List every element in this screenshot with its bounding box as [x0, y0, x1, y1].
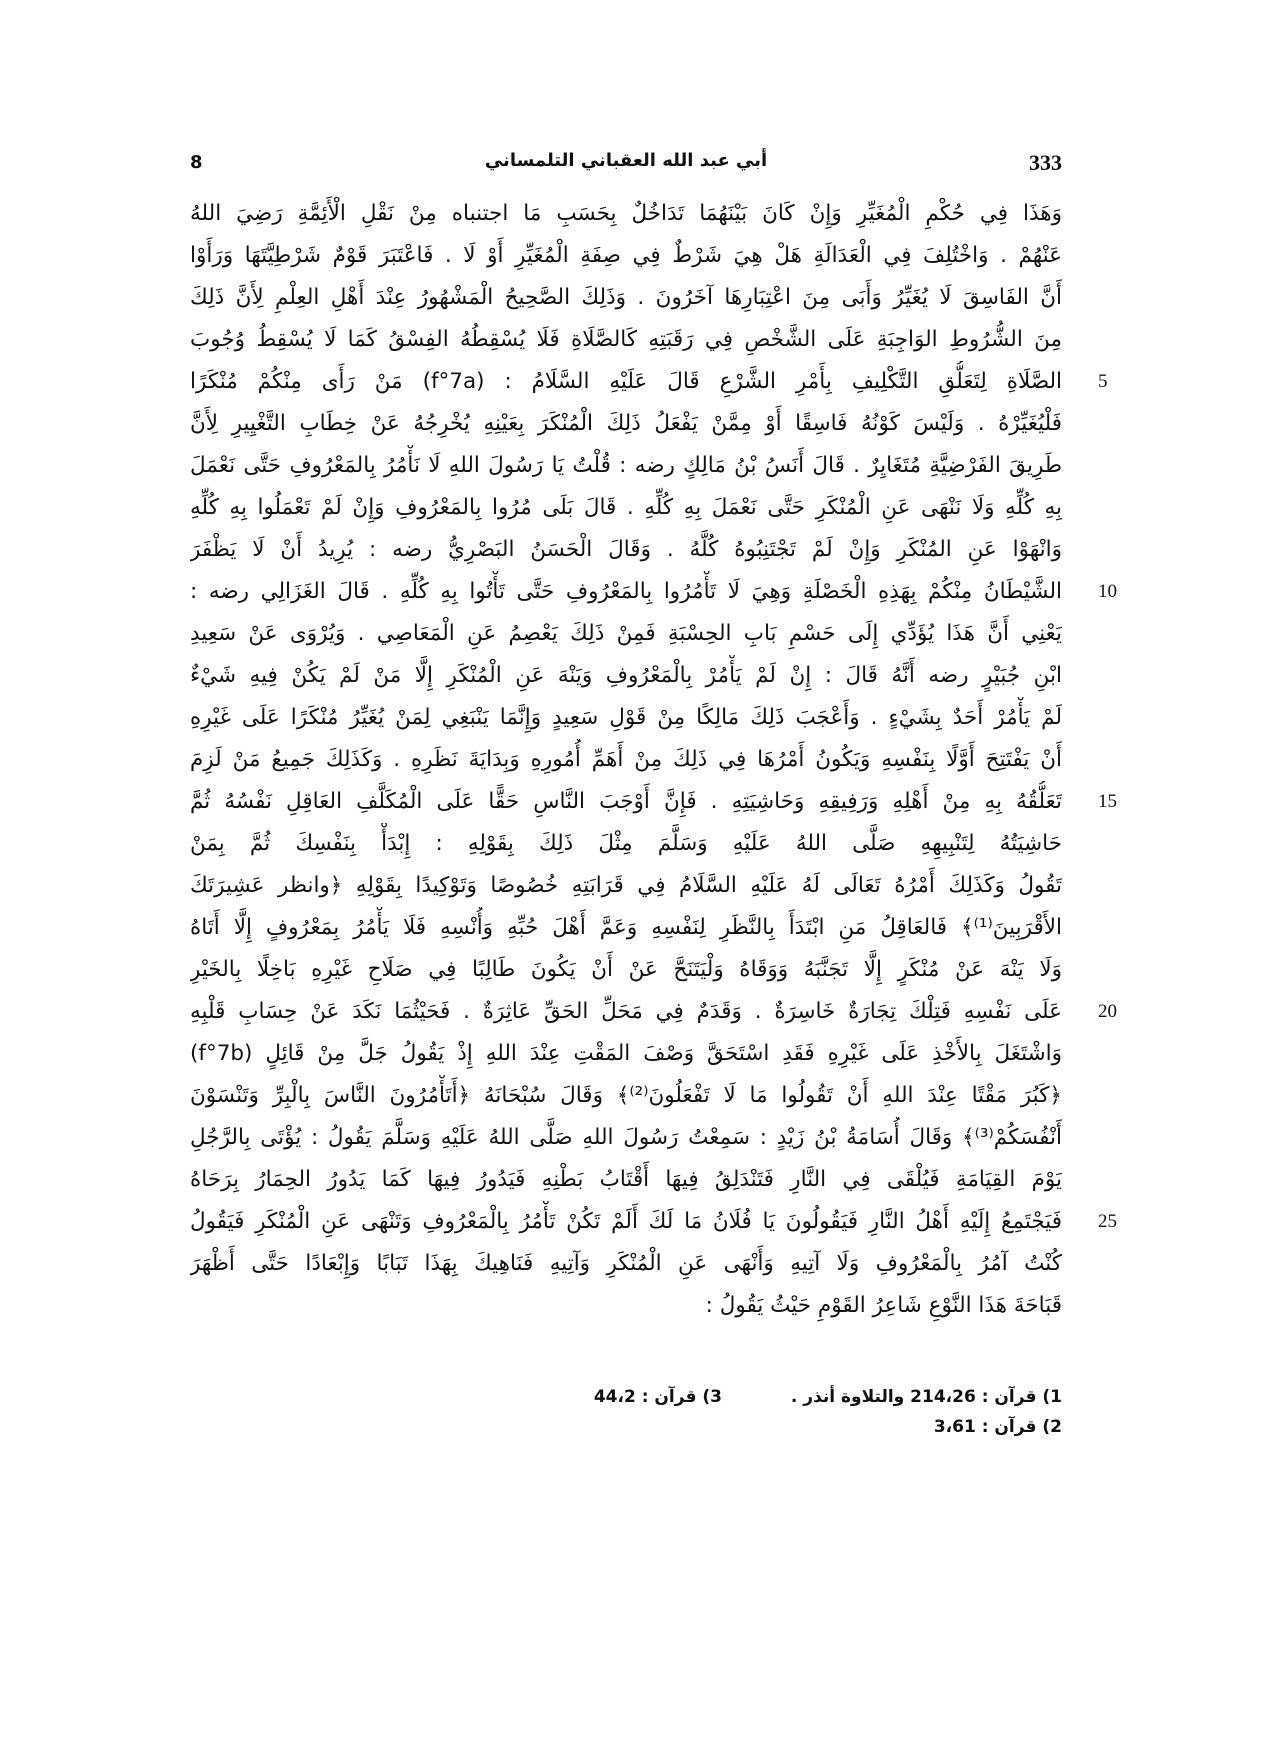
- line-text: بِهِ كُلِّهِ وَلَا نَنْهَى عَنِ الْمُنْكَرِ حَتَّى نَعْمَلَ بِهِ كُلِّهِ . قَالَ بَلَى مُرُوا بِالمَعْرُوفِ وَإِنْ لَمْ تَعْمَلُوا بِهِ كُلِّهِ: [190, 495, 1062, 520]
- line-text: حَاشِيَتُهُ لِتَنْبِيهِهِ صَلَّى اللهُ عَلَيْهِ وَسَلَّمَ مِثْلَ ذَلِكَ بِقَوْلِهِ : إِبْدَأْ بِنَفْسِكَ ثُمَّ بِمَنْ: [190, 831, 1062, 856]
- line-number: 20: [1098, 1001, 1117, 1022]
- line-number: 5: [1098, 371, 1108, 392]
- line-text: تَعَلُّقُهُ بِهِ مِنْ أَهْلِهِ وَرَفِيقِهِ وَحَاشِيَتِهِ . فَإِنَّ أَوْجَبَ النَّاسِ حَقًّا عَلَى الْمُكَلَّفِ العَاقِلِ نَفْسُهُ ثُمَّ: [190, 789, 1062, 814]
- text-line: [190, 655, 1062, 697]
- text-line: [190, 949, 1062, 991]
- line-text: فَيَجْتَمِعُ إِلَيْهِ أَهْلُ النَّارِ فَيَقُولُونَ يَا فُلَانُ مَا لَكَ أَلَمْ تَكُنْ تَأْمُرُ بِالْمَعْرُوفِ وَتَنْهَى عَنِ الْمُنْكَرِ فَيَقُولُ: [190, 1209, 1062, 1234]
- line-text: الصَّلَاةِ لِتَعَلُّقِ التَّكْلِيفِ بِأَمْرِ الشَّرْعِ قَالَ عَلَيْهِ السَّلَامُ : (f°7a) مَنْ رَأَى مِنْكُمْ مُنْكَرًا: [190, 369, 1062, 394]
- line-text: الشَّيْطَانُ مِنْكُمْ بِهَذِهِ الْخَصْلَةِ وَهِيَ لَا تَأْمُرُوا بِالمَعْرُوفِ حَتَّى تَأْتُوا بِهِ كُلِّهِ . قَالَ الغَزَالِي رضه :: [190, 579, 1062, 604]
- text-line: [190, 193, 1062, 235]
- line-text: طَرِيقَ الفَرْضِيَّةِ مُتَغَايِرٌ . قَالَ أَنَسُ بْنُ مَالِكٍ رضه : قُلْتُ يَا رَسُولَ اللهِ لَا نَأْمُرُ بِالمَعْرُوفِ حَتَّى نَعْمَلَ: [190, 453, 1062, 478]
- text-line: [190, 1075, 1062, 1117]
- line-text: عَنْهُمْ . وَاخْتُلِفَ فِي الْعَدَالَةِ هَلْ هِيَ شَرْطٌ فِي صِفَةِ الْمُغَيِّرِ أَوْ لَا . فَاعْتَبَرَ قَوْمٌ شَرْطِيَّتَهَا وَرَأَوْا: [190, 243, 1062, 268]
- text-line: [190, 487, 1062, 529]
- text-line: [190, 823, 1062, 865]
- line-text: وَلَا يَنْهَ عَنْ مُنْكَرٍ إِلَّا تَجَنَّبَهُ وَوَقَاهُ وَلْيَتَنَحَّ عَنْ أَنْ يَكُونَ طَالِبًا فِي صَلَاحِ غَيْرِهِ بَاخِلًا بِالخَيْرِ: [190, 957, 1062, 982]
- text-line: [190, 1243, 1062, 1285]
- main-text: [190, 193, 1117, 1327]
- line-text: عَلَى نَفْسِهِ فَتِلْكَ تِجَارَةٌ خَاسِرَةٌ . وَقَدَمٌ فِي مَحَلِّ الحَقِّ عَاثِرَةٌ . فَحَيْثُمَا نَكَدَ عَنْ حِسَابِ قَلْبِهِ: [190, 999, 1062, 1024]
- text-line: [190, 571, 1117, 613]
- text-line: [190, 277, 1062, 319]
- footnotes: [190, 1387, 1062, 1467]
- line-number: 10: [1098, 581, 1117, 602]
- text-line: [190, 739, 1062, 781]
- text-line: [190, 613, 1062, 655]
- text-line: [190, 1159, 1062, 1201]
- line-text: يَوْمَ القِيَامَةِ فَيُلْقَى فِي النَّارِ فَتَنْدَلِقُ فِيهَا أَقْتَابُ بَطْنِهِ فَيَدُورُ فِيهَا كَمَا يَدُورُ الحِمَارُ بِرَحَاهُ: [190, 1167, 1062, 1192]
- text-line: [190, 697, 1062, 739]
- text-line: [190, 1285, 1062, 1327]
- text-line: [190, 529, 1062, 571]
- text-line: [190, 907, 1062, 949]
- text-line: [190, 361, 1108, 403]
- line-text: كُنْتُ آمُرُ بِالْمَعْرُوفِ وَلَا آتِيهِ وَأَنْهَى عَنِ الْمُنْكَرِ وَآتِيهِ فَنَاهِيكَ بِهَذَا تَبَابًا وَإِبْعَادًا حَتَّى أَظْهَرَ: [190, 1251, 1062, 1276]
- line-text: وَهَذَا فِي حُكْمِ الْمُغَيِّرِ وَإِنْ كَانَ بَيْنَهُمَا تَدَاخُلٌ بِحَسَبِ مَا اجتنباه مِنْ نَقْلِ الْأَئِمَّةِ رَضِيَ اللهُ: [190, 201, 1062, 226]
- line-number: 25: [1098, 1211, 1117, 1232]
- line-text: ابْنِ جُبَيْرٍ رضه أَنَّهُ قَالَ : إِنْ لَمْ يَأْمُرْ بِالْمَعْرُوفِ وَيَنْهَ عَنِ الْمُنْكَرِ إِلَّا مَنْ لَمْ يَكُنْ فِيهِ شَيْءٌ: [190, 663, 1062, 688]
- line-text: أَنَّ الفَاسِقَ لَا يُغَيِّرُ وَأَبَى مِنَ اعْتِبَارِهَا آخَرُونَ . وَذَلِكَ الصَّحِيحُ الْمَشْهُورُ عِنْدَ أَهْلِ العِلْمِ لِأَنَّ ذَلِكَ: [190, 285, 1062, 310]
- footnote-1: 1) قرآن : 214،26 والتلاوة أنذر .: [790, 1387, 1062, 1407]
- text-line: [190, 445, 1062, 487]
- running-title: أبي عبد الله العقباني التلمساني: [484, 150, 768, 171]
- text-line: [190, 403, 1062, 445]
- text-line: [190, 781, 1117, 823]
- text-line: [190, 235, 1062, 277]
- line-text: وَاشْتَغَلَ بِالأَخْذِ عَلَى غَيْرِهِ فَقَدِ اسْتَحَقَّ وَصْفَ المَقْتِ عِنْدَ اللهِ إِذْ يَقُولُ جَلَّ مِنْ قَائِلٍ (f°7b): [190, 1041, 1062, 1066]
- text-line: [190, 1033, 1062, 1075]
- line-text: قَبَاحَةَ هَذَا النَّوْعِ شَاعِرُ القَوْمِ حَيْثُ يَقُولُ :: [705, 1293, 1062, 1318]
- text-line: [190, 1201, 1117, 1243]
- page-number: 333: [1029, 150, 1062, 175]
- text-line: [190, 865, 1062, 907]
- line-text: أَنْفُسَكُمْ⁽³⁾﴾ وَقَالَ أُسَامَةُ بْنُ زَيْدٍ : سَمِعْتُ رَسُولَ اللهِ صَلَّى اللهُ عَلَيْهِ وَسَلَّمَ يَقُولُ : يُؤْتَى بِالرَّجُلِ: [190, 1125, 1062, 1150]
- line-text: فَلْيُغَيِّرْهُ . وَلَيْسَ كَوْنُهُ فَاسِقًا أَوْ مِمَّنْ يَفْعَلُ ذَلِكَ الْمُنْكَرَ بِعَيْنِهِ يُخْرِجُهُ عَنْ خِطَابِ التَّغْيِيرِ لِأَنَّ: [190, 411, 1062, 436]
- part-number: 8: [190, 152, 203, 173]
- footnote-2: 2) قرآن : 3،61: [933, 1417, 1062, 1437]
- line-number: 15: [1098, 791, 1117, 812]
- text-line: [190, 319, 1062, 361]
- line-text: لَمْ يَأْمُرْ أَحَدٌ بِشَيْءٍ . وَأَعْجَبَ ذَلِكَ مَالِكًا مِنْ قَوْلِ سَعِيدٍ وَإِنَّمَا يَنْبَغِي لِمَنْ يُغَيِّرُ مُنْكَرًا عَلَى غَيْرِهِ: [190, 705, 1062, 730]
- line-text: وَانْهَوْا عَنِ المُنْكَرِ وَإِنْ لَمْ تَجْتَنِبُوهُ كُلَّهُ . وَقَالَ الْحَسَنُ البَصْرِيُّ رضه : يُرِيدُ أَنْ لَا يَظْفَرَ: [190, 537, 1062, 562]
- line-text: أَنْ يَفْتَتِحَ أَوَّلًا بِنَفْسِهِ وَيَكُونُ أَمْرُهَا فِي ذَلِكَ مِنْ أَهَمِّ أُمُورِهِ وَبِدَايَةَ نَظَرِهِ . وَكَذَلِكَ جَمِيعُ مَنْ لَزِمَ: [190, 747, 1062, 772]
- text-line: [190, 991, 1117, 1033]
- line-text: تَقُولُ وَكَذَلِكَ أَمْرُهُ تَعَالَى لَهُ عَلَيْهِ السَّلَامُ فِي قَرَابَتِهِ خُصُوصًا وَتَوْكِيدًا بِقَوْلِهِ ﴿وانظر عَشِيرَتَكَ: [190, 873, 1062, 898]
- line-text: الأَقْرَبِينَ⁽¹⁾﴾ فَالعَاقِلُ مَنِ ابْتَدَأَ بِالنَّظَرِ لِنَفْسِهِ وَعَمَّ أَهْلَ حُبِّهِ وَأُنْسِهِ فَلَا يَأْمُرُ بِمَعْرُوفٍ إِلَّا أَتَاهُ: [190, 915, 1062, 940]
- line-text: يَعْنِي أَنَّ هَذَا يُؤَدِّي إِلَى حَسْمِ بَابِ الحِسْبَةِ فَمِنْ ذَلِكَ يَعْصِمُ عَنِ الْمَعَاصِي . وَيُرْوَى عَنْ سَعِيدِ: [190, 621, 1062, 646]
- text-line: [190, 1117, 1062, 1159]
- page-header: [190, 150, 1062, 190]
- line-text: مِنَ الشُّرُوطِ الوَاجِبَةِ عَلَى الشَّخْصِ فِي رَقَبَتِهِ كَالصَّلَاةِ فَلَا يُسْقِطُهُ الفِسْقُ كَمَا لَا يُسْقِطُ وُجُوبَ: [190, 327, 1062, 352]
- footnote-3: 3) قرآن : 44،2: [593, 1387, 722, 1407]
- line-text: ﴿كَبُرَ مَقْتًا عِنْدَ اللهِ أَنْ تَقُولُوا مَا لَا تَفْعَلُونَ⁽²⁾﴾ وَقَالَ سُبْحَانَهُ ﴿أَتَأْمُرُونَ النَّاسَ بِالْبِرِّ وَتَنْسَوْنَ: [190, 1083, 1062, 1108]
